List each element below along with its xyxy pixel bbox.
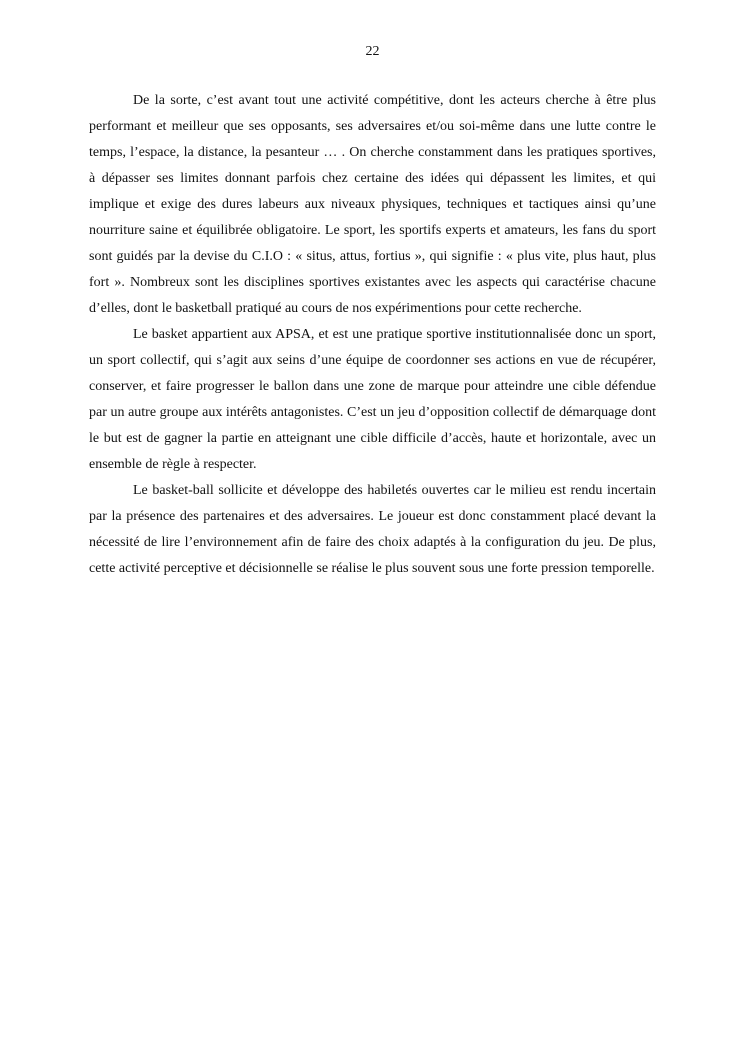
paragraph: Le basket-ball sollicite et développe des habiletés ouvertes car le milieu est rendu incertain par la présence des partenaires et des adversaires. Le joueur est donc constamment placé devant la nécessité de lire l’environnement afin de faire des choix adaptés à la configuration du jeu. De plus, cette activité perceptive et décisionnelle se réalise le plus souvent sous une forte pression temporelle.	[89, 483, 656, 576]
paragraph: De la sorte, c’est avant tout une activité compétitive, dont les acteurs cherche à être plus performant et meilleur que ses opposants, ses adversaires et/ou soi-même dans une lutte contre le temps, l’espace, la distance, la pesanteur … . On cherche constamment dans les pratiques sportives, à dépasser ses limites donnant parfois chez certaine des idées qui dépassent les limites, et qui implique et exige des dures labeurs aux niveaux physiques, techniques et tactiques ainsi qu’une nourriture saine et équilibrée obligatoire. Le sport, les sportifs experts et amateurs, les fans du sport sont guidés par la devise du C.I.O : « situs, attus, fortius », qui signifie : « plus vite, plus haut, plus fort ». Nombreux sont les disciplines sportives existantes avec les aspects qui caractérise chacune d’elles, dont le basketball pratiqué au cours de nos expérimentions pour cette recherche.	[89, 93, 656, 316]
body-text	[89, 88, 656, 582]
page-number: 22	[365, 44, 380, 59]
paragraph: Le basket appartient aux APSA, et est une pratique sportive institutionnalisée donc un sport, un sport collectif, qui s’agit aux seins d’une équipe de coordonner ses actions en vue de récupérer, conserver, et faire progresser le ballon dans une zone de marque pour atteindre une cible défendue par un autre groupe aux intérêts antagonistes. C’est un jeu d’opposition collectif de démarquage dont le but est de gagner la partie en atteignant une cible difficile d’accès, haute et horizontale, avec un ensemble de règle à respecter.	[89, 327, 656, 472]
